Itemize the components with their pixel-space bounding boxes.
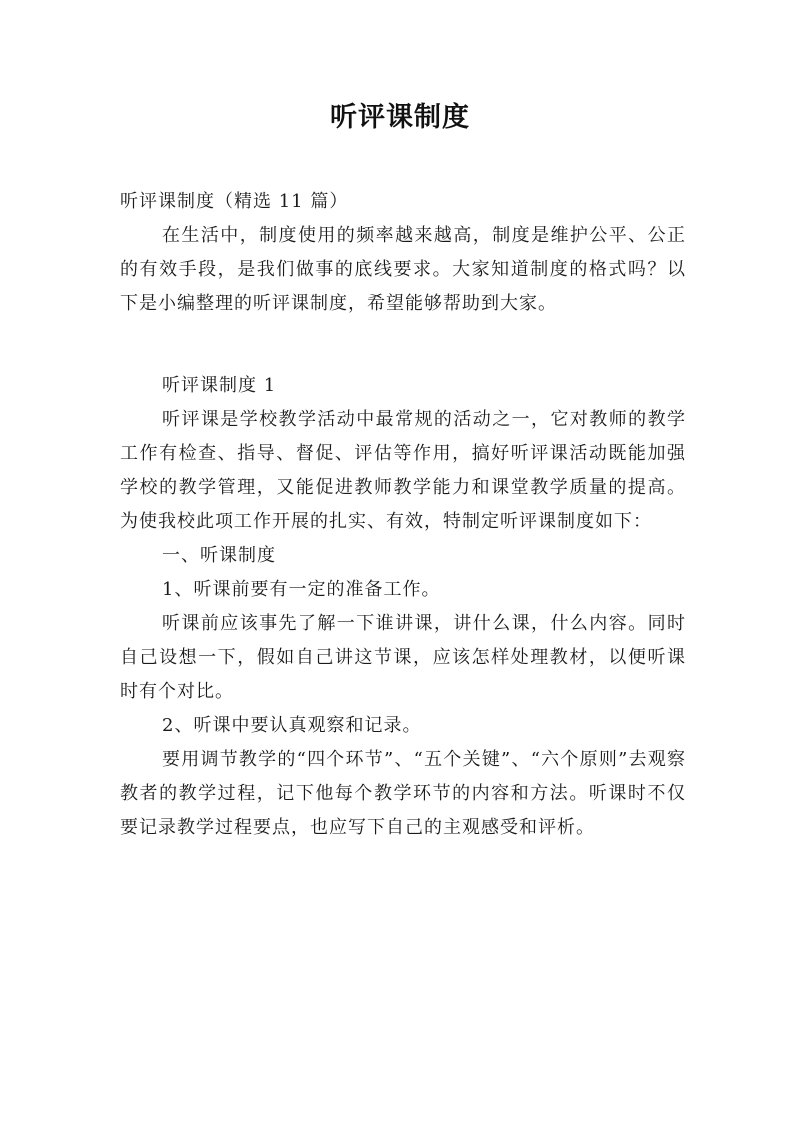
document-body bbox=[120, 185, 686, 845]
body-paragraph: 听评课是学校教学活动中最常规的活动之一，它对教师的教学工作有检查、指导、督促、评估等作用，搞好听评课活动既能加强学校的教学管理，又能促进教师教学能力和课堂教学质量的提高。为使我校此项工作开展的扎实、有效，特制定听评课制度如下： bbox=[120, 409, 686, 532]
body-paragraph: 要用调节教学的“四个环节”、“五个关键”、“六个原则”去观察教者的教学过程，记下他每个教学环节的内容和方法。听课时不仅要记录教学过程要点，也应写下自己的主观感受和评析。 bbox=[120, 749, 686, 838]
intro-paragraph: 在生活中，制度使用的频率越来越高，制度是维护公平、公正的有效手段，是我们做事的底线要求。大家知道制度的格式吗？以下是小编整理的听评课制度，希望能够帮助到大家。 bbox=[120, 225, 686, 314]
section-spacer bbox=[120, 321, 686, 369]
document-title: 听评课制度 bbox=[330, 102, 470, 133]
document-subtitle: 听评课制度（精选 11 篇） bbox=[120, 191, 349, 212]
body-paragraph: 听课前应该事先了解一下谁讲课，讲什么课，什么内容。同时自己设想一下，假如自己讲这节课，应该怎样处理教材，以便听课时有个对比。 bbox=[120, 613, 686, 702]
body-paragraph: 一、听课制度 bbox=[162, 545, 276, 566]
body-paragraph: 1、听课前要有一定的准备工作。 bbox=[162, 579, 441, 600]
section-heading: 听评课制度 1 bbox=[162, 375, 277, 396]
body-paragraph: 2、听课中要认真观察和记录。 bbox=[162, 715, 422, 736]
